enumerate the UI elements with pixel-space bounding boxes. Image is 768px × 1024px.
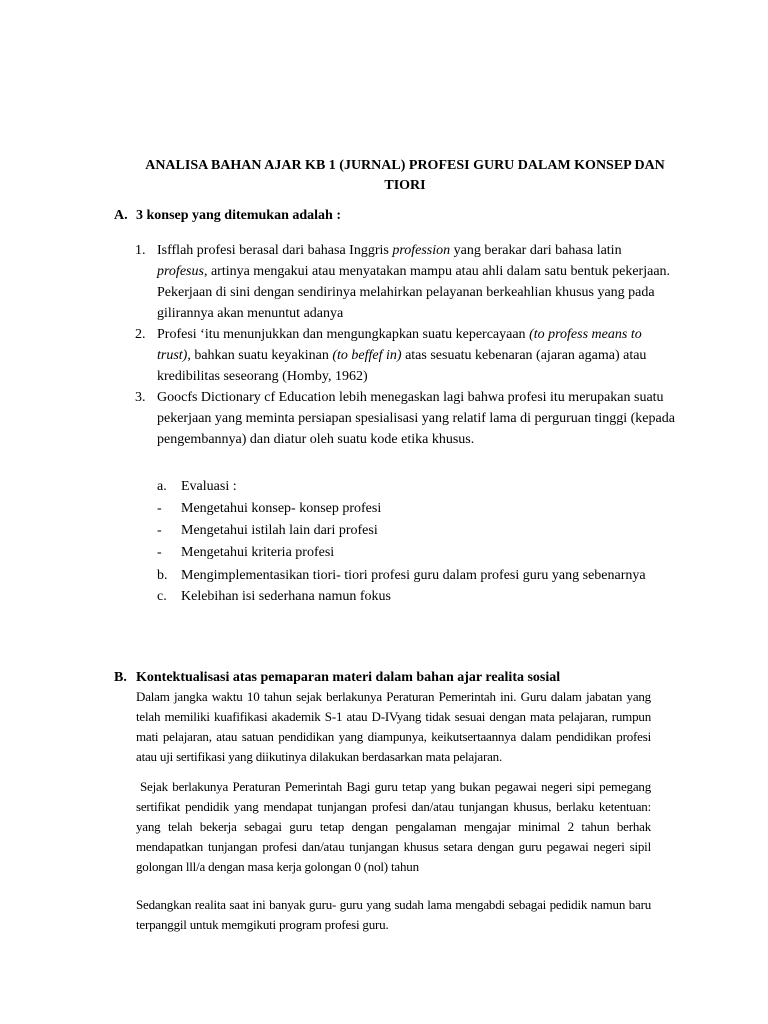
list-item-text: Mengetahui konsep- konsep profesi	[181, 501, 382, 516]
list-marker: -	[157, 501, 162, 516]
section-b-heading	[114, 670, 560, 686]
list-item-text: Mengetahui istilah lain dari profesi	[181, 523, 378, 538]
concept-number: 3.	[135, 390, 146, 405]
evaluation-item	[157, 566, 677, 586]
list-item-text: Mengimplementasikan tiori- tiori profesi guru dalam profesi guru yang sebenarnya	[181, 568, 646, 583]
section-a-heading-text: 3 konsep yang ditemukan adalah :	[136, 208, 342, 223]
evaluation-item	[157, 498, 677, 520]
concept-list	[135, 240, 675, 450]
list-marker: c.	[157, 589, 167, 604]
list-marker: -	[157, 545, 162, 560]
section-a-heading	[114, 208, 341, 224]
paragraph: Sedangkan realita saat ini banyak guru- guru yang sudah lama mengabdi sebagai pedidik namun baru terpanggil untuk memgikuti program profesi guru.	[136, 897, 651, 932]
list-marker: a.	[157, 479, 167, 494]
concept-item	[135, 240, 675, 324]
document-title: ANALISA BAHAN AJAR KB 1 (JURNAL) PROFESI GURU DALAM KONSEP DAN TIORI	[145, 158, 665, 193]
concept-number: 1.	[135, 243, 146, 258]
concept-number: 2.	[135, 327, 146, 342]
list-item-text: Evaluasi :	[181, 479, 237, 494]
evaluation-item	[157, 476, 677, 498]
paragraph: Dalam jangka waktu 10 tahun sejak berlakunya Peraturan Pemerintah ini. Guru dalam jabatan yang telah memiliki kuafifikasi akademik S-1 atau D-IVyang tidak sesuai dengan mata pelajaran, rumpun mati pelajaran, atau satuan pendidikan yang diampunya, keikutsertaannya dalam pendidikan profesi atau uji sertifikasi yang diikutinya dilakukan berdasarkan mata pelajaran.	[136, 689, 651, 764]
evaluation-item	[157, 542, 677, 564]
list-marker: -	[157, 523, 162, 538]
section-b-heading-text: Kontektualisasi atas pemaparan materi dalam bahan ajar realita sosial	[136, 670, 561, 685]
list-item-text: Mengetahui kriteria profesi	[181, 545, 335, 560]
evaluation-item	[157, 520, 677, 542]
concept-text: Profesi ‘itu menunjukkan dan mengungkapkan suatu kepercayaan (to profess means to trust), bahkan suatu keyakinan (to beffef in) atas sesuatu kebenaran (ajaran agama) atau kredibilitas seseorang (Homby, 1962)	[157, 327, 647, 384]
evaluation-list	[157, 476, 677, 608]
concept-item	[135, 387, 675, 450]
concept-text: Goocfs Dictionary cf Education lebih menegaskan lagi bahwa profesi itu merupakan suatu pekerjaan yang meminta persiapan spesialisasi yang relatif lama di perguruan tinggi (kepada pengembannya) dan diatur oleh suatu kode etika khusus.	[157, 390, 675, 447]
section-a-letter: A.	[114, 208, 128, 223]
paragraph: Sejak berlakunya Peraturan Pemerintah Bagi guru tetap yang bukan pegawai negeri sipi pemegang sertifikat pendidik yang mendapat tunjangan profesi dan/atau tunjangan khusus, berlaku ketentuan: yang telah bekerja sebagai guru tetap dengan pengalaman mengajar minimal 2 tahun berhak mendapatkan tunjangan profesi dan/atau tunjangan khusus setara dengan guru pegawai negeri sipil golongan lll/a dengan masa kerja golongan 0 (nol) tahun	[136, 779, 651, 874]
section-b-letter: B.	[114, 670, 127, 685]
list-item-text: Kelebihan isi sederhana namun fokus	[181, 589, 391, 604]
list-marker: b.	[157, 568, 168, 583]
evaluation-item	[157, 586, 677, 608]
concept-text: Isfflah profesi berasal dari bahasa Inggris profession yang berakar dari bahasa latin profesus, artinya mengakui atau menyatakan mampu atau ahli dalam satu bentuk pekerjaan. Pekerjaan di sini dengan sendirinya melahirkan pelayanan berkeahlian khusus yang pada gilirannya akan menuntut adanya	[157, 243, 671, 321]
concept-item	[135, 324, 675, 387]
